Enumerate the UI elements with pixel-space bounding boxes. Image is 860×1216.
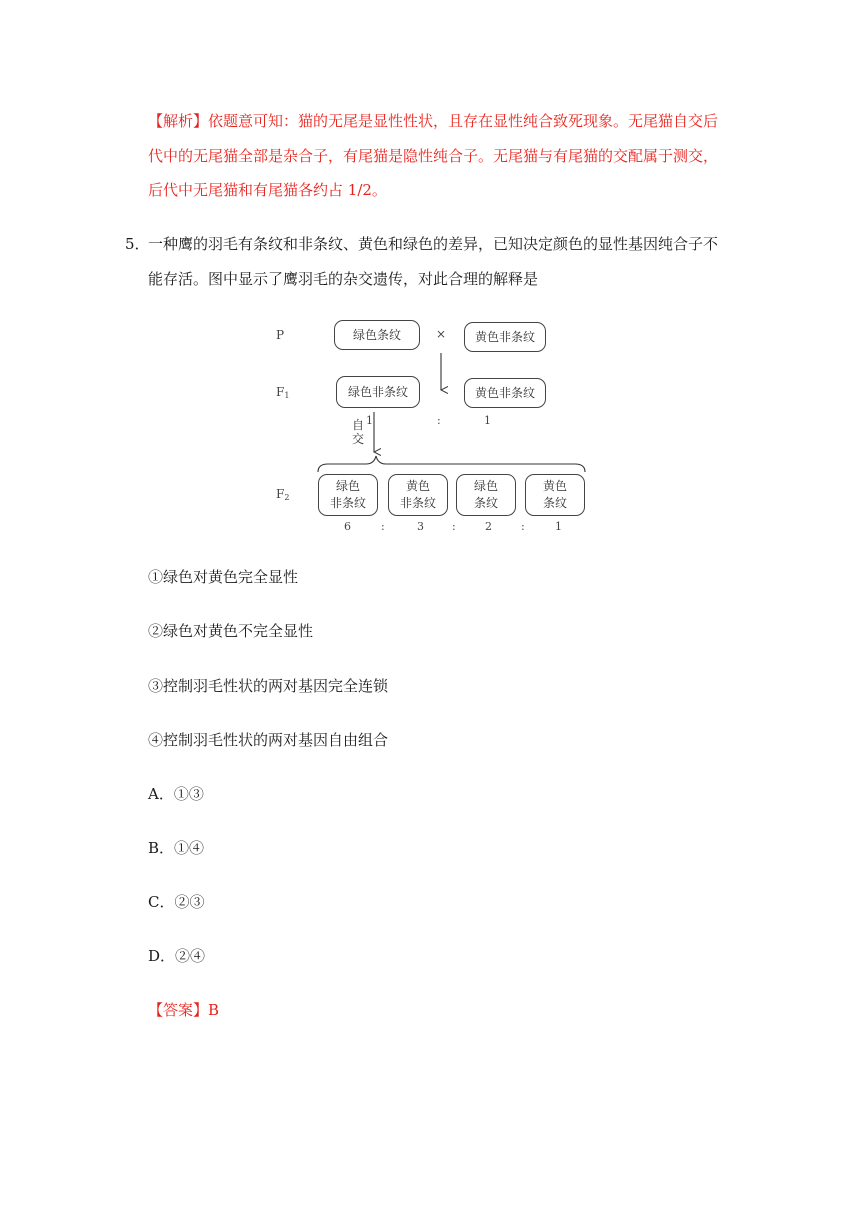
f1-ratio-colon: : <box>437 414 441 427</box>
question-number: 5． <box>125 235 150 253</box>
answer: 【答案】B <box>148 1001 220 1019</box>
statement-4: ④控制羽毛性状的两对基因自由组合 <box>148 731 389 749</box>
option-b[interactable]: B．①④ <box>148 839 205 857</box>
diagram-lines <box>0 0 860 560</box>
f2-brace <box>318 456 585 472</box>
f2-ratio-4: 1 <box>555 520 562 533</box>
statement-3: ③控制羽毛性状的两对基因完全连锁 <box>148 677 389 695</box>
f2-box-1-line2: 非条纹 <box>329 496 366 510</box>
f2-label: $F_2$ <box>276 487 290 502</box>
question-text-line-1: 一种鹰的羽毛有条纹和非条纹、黄色和绿色的差异，已知决定颜色的显性基因纯合子不 <box>148 235 719 253</box>
f2-ratio-colon-3: : <box>521 520 525 533</box>
f1-left-box: 绿色非条纹 <box>336 376 420 408</box>
f2-box-2-line1: 黄色 <box>405 479 430 493</box>
cross-symbol: × <box>436 327 447 341</box>
f2-box-3-line2: 条纹 <box>473 496 498 510</box>
option-c[interactable]: C．②③ <box>148 893 205 911</box>
f2-box-4-line2: 条纹 <box>542 496 567 510</box>
f2-box-2-line2: 非条纹 <box>399 496 436 510</box>
question-text-line-2: 能存活。图中显示了鹰羽毛的杂交遗传，对此合理的解释是 <box>148 270 539 288</box>
p-label: P <box>276 328 285 342</box>
f1-ratio-1: 1 <box>366 414 373 427</box>
f2-ratio-colon-2: : <box>452 520 456 533</box>
f2-ratio-colon-1: : <box>381 520 385 533</box>
option-a[interactable]: A．①③ <box>148 785 204 803</box>
analysis-line-1: 【解析】依题意可知：猫的无尾是显性性状，且存在显性纯合致死现象。无尾猫自交后 <box>148 112 719 130</box>
f2-box-1-line1: 绿色 <box>335 479 360 493</box>
f2-box-3-line1: 绿色 <box>473 479 498 493</box>
selfing-label: 自交 <box>351 418 364 446</box>
analysis-line-2: 代中的无尾猫全部是杂合子，有尾猫是隐性纯合子。无尾猫与有尾猫的交配属于测交， <box>148 147 719 165</box>
f2-ratio-2: 3 <box>417 520 424 533</box>
f1-right-box: 黄色非条纹 <box>464 378 546 408</box>
analysis-line-3: 后代中无尾猫和有尾猫各约占 1/2。 <box>148 181 387 199</box>
f2-box-4-line1: 黄色 <box>542 479 567 493</box>
f2-ratio-1: 6 <box>344 520 351 533</box>
f1-ratio-2: 1 <box>484 414 491 427</box>
f2-ratio-3: 2 <box>485 520 492 533</box>
statement-2: ②绿色对黄色不完全显性 <box>148 622 314 640</box>
p-right-box: 黄色非条纹 <box>464 322 546 352</box>
statement-1: ①绿色对黄色完全显性 <box>148 568 299 586</box>
p-left-box: 绿色条纹 <box>334 320 420 350</box>
f1-label: $F_1$ <box>276 385 290 400</box>
option-d[interactable]: D．②④ <box>148 947 206 965</box>
